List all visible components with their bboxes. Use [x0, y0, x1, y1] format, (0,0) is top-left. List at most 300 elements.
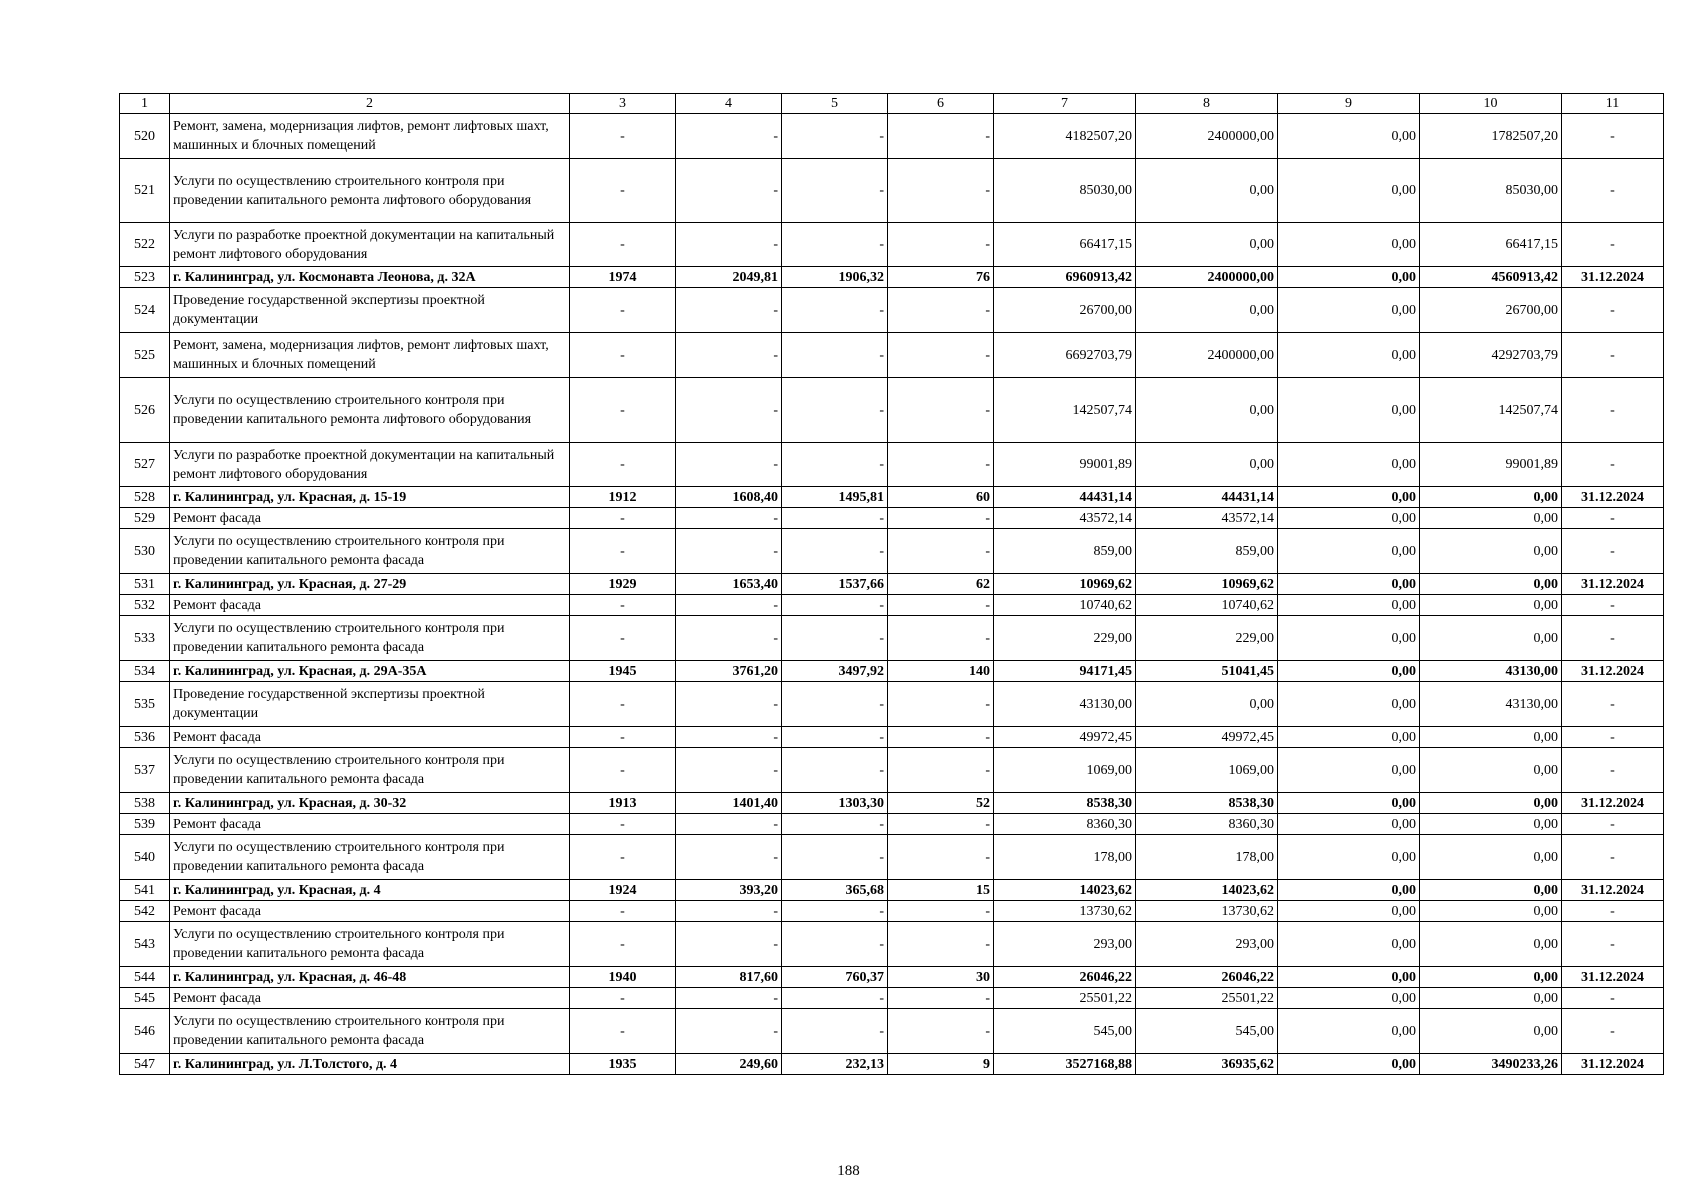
cost-owners-cell: 0,00 — [1420, 901, 1562, 922]
row-number-cell: 537 — [120, 748, 170, 793]
residents-cell: - — [888, 378, 994, 443]
item-name-cell: г. Калининград, ул. Красная, д. 27-29 — [170, 574, 570, 595]
item-name-cell: Услуги по осуществлению строительного контроля при проведении капитального ремонта лифтового оборудования — [170, 378, 570, 443]
area-living-cell: 1303,30 — [782, 793, 888, 814]
cost-other-cell: 0,00 — [1278, 595, 1420, 616]
deadline-cell: - — [1562, 114, 1664, 159]
residents-cell: - — [888, 288, 994, 333]
cost-other-cell: 0,00 — [1278, 574, 1420, 595]
cost-owners-cell: 0,00 — [1420, 487, 1562, 508]
total-cost-cell: 229,00 — [994, 616, 1136, 661]
year-cell: - — [570, 748, 676, 793]
item-name-cell: Ремонт фасада — [170, 508, 570, 529]
row-number-cell: 527 — [120, 443, 170, 487]
area-total-cell: - — [676, 922, 782, 967]
row-number-cell: 523 — [120, 267, 170, 288]
year-cell: - — [570, 529, 676, 574]
cost-fund-cell: 0,00 — [1136, 288, 1278, 333]
table-row — [120, 378, 1664, 443]
row-number-cell: 521 — [120, 159, 170, 223]
cost-other-cell: 0,00 — [1278, 793, 1420, 814]
deadline-cell: - — [1562, 595, 1664, 616]
item-name-cell: Ремонт, замена, модернизация лифтов, ремонт лифтовых шахт, машинных и блочных помещений — [170, 333, 570, 378]
total-cost-cell: 8360,30 — [994, 814, 1136, 835]
area-living-cell: - — [782, 727, 888, 748]
column-header-9: 9 — [1278, 94, 1420, 114]
cost-other-cell: 0,00 — [1278, 529, 1420, 574]
row-number-cell: 522 — [120, 223, 170, 267]
area-total-cell: - — [676, 508, 782, 529]
year-cell: - — [570, 814, 676, 835]
total-cost-cell: 44431,14 — [994, 487, 1136, 508]
row-number-cell: 535 — [120, 682, 170, 727]
table-row — [120, 333, 1664, 378]
deadline-cell: - — [1562, 223, 1664, 267]
cost-other-cell: 0,00 — [1278, 267, 1420, 288]
cost-fund-cell: 0,00 — [1136, 443, 1278, 487]
residents-cell: 140 — [888, 661, 994, 682]
area-living-cell: 3497,92 — [782, 661, 888, 682]
residents-cell: - — [888, 159, 994, 223]
year-cell: - — [570, 223, 676, 267]
area-total-cell: - — [676, 595, 782, 616]
total-cost-cell: 4182507,20 — [994, 114, 1136, 159]
cost-fund-cell: 51041,45 — [1136, 661, 1278, 682]
total-cost-cell: 6960913,42 — [994, 267, 1136, 288]
residents-cell: - — [888, 333, 994, 378]
item-name-cell: Услуги по осуществлению строительного контроля при проведении капитального ремонта фасада — [170, 748, 570, 793]
cost-fund-cell: 2400000,00 — [1136, 267, 1278, 288]
deadline-cell: - — [1562, 727, 1664, 748]
year-cell: - — [570, 727, 676, 748]
deadline-cell: 31.12.2024 — [1562, 574, 1664, 595]
cost-fund-cell: 859,00 — [1136, 529, 1278, 574]
item-name-cell: Проведение государственной экспертизы проектной документации — [170, 682, 570, 727]
cost-owners-cell: 4292703,79 — [1420, 333, 1562, 378]
area-total-cell: - — [676, 159, 782, 223]
area-living-cell: 1906,32 — [782, 267, 888, 288]
residents-cell: - — [888, 901, 994, 922]
area-total-cell: 1653,40 — [676, 574, 782, 595]
table-row — [120, 901, 1664, 922]
residents-cell: - — [888, 529, 994, 574]
cost-fund-cell: 36935,62 — [1136, 1054, 1278, 1075]
cost-fund-cell: 0,00 — [1136, 223, 1278, 267]
residents-cell: 76 — [888, 267, 994, 288]
repair-register-table — [119, 93, 1664, 1075]
cost-other-cell: 0,00 — [1278, 748, 1420, 793]
table-row-address — [120, 267, 1664, 288]
row-number-cell: 529 — [120, 508, 170, 529]
area-total-cell: - — [676, 288, 782, 333]
cost-fund-cell: 2400000,00 — [1136, 114, 1278, 159]
area-total-cell: - — [676, 682, 782, 727]
column-header-6: 6 — [888, 94, 994, 114]
cost-owners-cell: 1782507,20 — [1420, 114, 1562, 159]
deadline-cell: - — [1562, 682, 1664, 727]
table-row — [120, 595, 1664, 616]
year-cell: - — [570, 988, 676, 1009]
document-sheet — [119, 93, 1663, 1075]
cost-owners-cell: 0,00 — [1420, 793, 1562, 814]
residents-cell: - — [888, 988, 994, 1009]
area-living-cell: - — [782, 333, 888, 378]
column-header-7: 7 — [994, 94, 1136, 114]
deadline-cell: - — [1562, 616, 1664, 661]
cost-owners-cell: 0,00 — [1420, 922, 1562, 967]
deadline-cell: 31.12.2024 — [1562, 661, 1664, 682]
item-name-cell: г. Калининград, ул. Красная, д. 29А-35А — [170, 661, 570, 682]
item-name-cell: Услуги по осуществлению строительного контроля при проведении капитального ремонта лифтового оборудования — [170, 159, 570, 223]
area-living-cell: 365,68 — [782, 880, 888, 901]
cost-fund-cell: 178,00 — [1136, 835, 1278, 880]
column-header-10: 10 — [1420, 94, 1562, 114]
column-header-11: 11 — [1562, 94, 1664, 114]
item-name-cell: Ремонт фасада — [170, 814, 570, 835]
item-name-cell: г. Калининград, ул. Красная, д. 30-32 — [170, 793, 570, 814]
table-row — [120, 114, 1664, 159]
total-cost-cell: 10969,62 — [994, 574, 1136, 595]
area-total-cell: - — [676, 443, 782, 487]
cost-owners-cell: 0,00 — [1420, 574, 1562, 595]
item-name-cell: г. Калининград, ул. Красная, д. 15-19 — [170, 487, 570, 508]
table-row — [120, 288, 1664, 333]
deadline-cell: - — [1562, 748, 1664, 793]
area-living-cell: - — [782, 922, 888, 967]
cost-other-cell: 0,00 — [1278, 661, 1420, 682]
total-cost-cell: 545,00 — [994, 1009, 1136, 1054]
item-name-cell: Услуги по осуществлению строительного контроля при проведении капитального ремонта фасада — [170, 835, 570, 880]
cost-other-cell: 0,00 — [1278, 333, 1420, 378]
residents-cell: - — [888, 616, 994, 661]
item-name-cell: Услуги по разработке проектной документации на капитальный ремонт лифтового оборудования — [170, 223, 570, 267]
total-cost-cell: 26046,22 — [994, 967, 1136, 988]
area-total-cell: - — [676, 333, 782, 378]
residents-cell: - — [888, 595, 994, 616]
table-row — [120, 727, 1664, 748]
residents-cell: 15 — [888, 880, 994, 901]
cost-owners-cell: 0,00 — [1420, 529, 1562, 574]
area-living-cell: - — [782, 378, 888, 443]
column-header-1: 1 — [120, 94, 170, 114]
cost-owners-cell: 0,00 — [1420, 967, 1562, 988]
deadline-cell: - — [1562, 1009, 1664, 1054]
residents-cell: 52 — [888, 793, 994, 814]
item-name-cell: Услуги по осуществлению строительного контроля при проведении капитального ремонта фасада — [170, 1009, 570, 1054]
cost-fund-cell: 10969,62 — [1136, 574, 1278, 595]
deadline-cell: 31.12.2024 — [1562, 967, 1664, 988]
cost-other-cell: 0,00 — [1278, 378, 1420, 443]
area-living-cell: - — [782, 443, 888, 487]
cost-owners-cell: 43130,00 — [1420, 661, 1562, 682]
deadline-cell: - — [1562, 835, 1664, 880]
cost-owners-cell: 0,00 — [1420, 988, 1562, 1009]
deadline-cell: - — [1562, 814, 1664, 835]
cost-fund-cell: 2400000,00 — [1136, 333, 1278, 378]
cost-owners-cell: 0,00 — [1420, 727, 1562, 748]
residents-cell: 9 — [888, 1054, 994, 1075]
area-living-cell: - — [782, 288, 888, 333]
cost-other-cell: 0,00 — [1278, 288, 1420, 333]
year-cell: - — [570, 508, 676, 529]
area-total-cell: - — [676, 901, 782, 922]
area-total-cell: 1608,40 — [676, 487, 782, 508]
table-row — [120, 443, 1664, 487]
table-row — [120, 682, 1664, 727]
row-number-cell: 541 — [120, 880, 170, 901]
cost-fund-cell: 293,00 — [1136, 922, 1278, 967]
cost-owners-cell: 4560913,42 — [1420, 267, 1562, 288]
cost-owners-cell: 0,00 — [1420, 508, 1562, 529]
column-header-5: 5 — [782, 94, 888, 114]
row-number-cell: 531 — [120, 574, 170, 595]
residents-cell: - — [888, 835, 994, 880]
total-cost-cell: 26700,00 — [994, 288, 1136, 333]
total-cost-cell: 178,00 — [994, 835, 1136, 880]
residents-cell: - — [888, 814, 994, 835]
area-living-cell: - — [782, 114, 888, 159]
total-cost-cell: 85030,00 — [994, 159, 1136, 223]
area-total-cell: - — [676, 1009, 782, 1054]
row-number-cell: 524 — [120, 288, 170, 333]
cost-other-cell: 0,00 — [1278, 814, 1420, 835]
cost-owners-cell: 0,00 — [1420, 595, 1562, 616]
area-total-cell: 817,60 — [676, 967, 782, 988]
year-cell: - — [570, 333, 676, 378]
residents-cell: 60 — [888, 487, 994, 508]
cost-other-cell: 0,00 — [1278, 1009, 1420, 1054]
area-total-cell: - — [676, 114, 782, 159]
area-total-cell: 2049,81 — [676, 267, 782, 288]
cost-fund-cell: 25501,22 — [1136, 988, 1278, 1009]
residents-cell: - — [888, 223, 994, 267]
cost-owners-cell: 0,00 — [1420, 814, 1562, 835]
item-name-cell: Услуги по осуществлению строительного контроля при проведении капитального ремонта фасада — [170, 922, 570, 967]
cost-other-cell: 0,00 — [1278, 682, 1420, 727]
page-number: 188 — [837, 1163, 860, 1179]
year-cell: - — [570, 1009, 676, 1054]
cost-other-cell: 0,00 — [1278, 967, 1420, 988]
area-total-cell: - — [676, 835, 782, 880]
cost-fund-cell: 545,00 — [1136, 1009, 1278, 1054]
total-cost-cell: 13730,62 — [994, 901, 1136, 922]
year-cell: - — [570, 443, 676, 487]
area-total-cell: - — [676, 529, 782, 574]
year-cell: - — [570, 616, 676, 661]
area-living-cell: 1537,66 — [782, 574, 888, 595]
year-cell: 1929 — [570, 574, 676, 595]
cost-other-cell: 0,00 — [1278, 901, 1420, 922]
cost-owners-cell: 66417,15 — [1420, 223, 1562, 267]
cost-fund-cell: 14023,62 — [1136, 880, 1278, 901]
area-total-cell: - — [676, 748, 782, 793]
area-living-cell: - — [782, 682, 888, 727]
total-cost-cell: 10740,62 — [994, 595, 1136, 616]
cost-other-cell: 0,00 — [1278, 880, 1420, 901]
total-cost-cell: 14023,62 — [994, 880, 1136, 901]
column-header-3: 3 — [570, 94, 676, 114]
area-living-cell: - — [782, 159, 888, 223]
area-living-cell: - — [782, 1009, 888, 1054]
deadline-cell: 31.12.2024 — [1562, 793, 1664, 814]
year-cell: - — [570, 901, 676, 922]
total-cost-cell: 43572,14 — [994, 508, 1136, 529]
item-name-cell: Ремонт фасада — [170, 988, 570, 1009]
cost-owners-cell: 0,00 — [1420, 835, 1562, 880]
area-total-cell: - — [676, 727, 782, 748]
cost-owners-cell: 26700,00 — [1420, 288, 1562, 333]
column-header-4: 4 — [676, 94, 782, 114]
table-row — [120, 814, 1664, 835]
total-cost-cell: 6692703,79 — [994, 333, 1136, 378]
item-name-cell: г. Калининград, ул. Красная, д. 4 — [170, 880, 570, 901]
deadline-cell: - — [1562, 922, 1664, 967]
cost-owners-cell: 85030,00 — [1420, 159, 1562, 223]
item-name-cell: г. Калининград, ул. Л.Толстого, д. 4 — [170, 1054, 570, 1075]
area-living-cell: - — [782, 814, 888, 835]
cost-fund-cell: 10740,62 — [1136, 595, 1278, 616]
table-row — [120, 1009, 1664, 1054]
cost-other-cell: 0,00 — [1278, 616, 1420, 661]
total-cost-cell: 3527168,88 — [994, 1054, 1136, 1075]
area-living-cell: 232,13 — [782, 1054, 888, 1075]
cost-owners-cell: 142507,74 — [1420, 378, 1562, 443]
cost-fund-cell: 26046,22 — [1136, 967, 1278, 988]
cost-fund-cell: 44431,14 — [1136, 487, 1278, 508]
residents-cell: 30 — [888, 967, 994, 988]
item-name-cell: г. Калининград, ул. Красная, д. 46-48 — [170, 967, 570, 988]
total-cost-cell: 66417,15 — [994, 223, 1136, 267]
cost-other-cell: 0,00 — [1278, 922, 1420, 967]
area-living-cell: 1495,81 — [782, 487, 888, 508]
table-row-address — [120, 487, 1664, 508]
item-name-cell: г. Калининград, ул. Космонавта Леонова, д. 32А — [170, 267, 570, 288]
total-cost-cell: 859,00 — [994, 529, 1136, 574]
table-row-address — [120, 661, 1664, 682]
cost-other-cell: 0,00 — [1278, 1054, 1420, 1075]
cost-fund-cell: 43572,14 — [1136, 508, 1278, 529]
year-cell: 1974 — [570, 267, 676, 288]
deadline-cell: 31.12.2024 — [1562, 267, 1664, 288]
year-cell: - — [570, 114, 676, 159]
row-number-cell: 540 — [120, 835, 170, 880]
item-name-cell: Ремонт, замена, модернизация лифтов, ремонт лифтовых шахт, машинных и блочных помещений — [170, 114, 570, 159]
total-cost-cell: 1069,00 — [994, 748, 1136, 793]
residents-cell: - — [888, 922, 994, 967]
deadline-cell: - — [1562, 333, 1664, 378]
item-name-cell: Ремонт фасада — [170, 595, 570, 616]
cost-fund-cell: 0,00 — [1136, 378, 1278, 443]
total-cost-cell: 293,00 — [994, 922, 1136, 967]
deadline-cell: 31.12.2024 — [1562, 1054, 1664, 1075]
cost-other-cell: 0,00 — [1278, 159, 1420, 223]
item-name-cell: Услуги по осуществлению строительного контроля при проведении капитального ремонта фасада — [170, 529, 570, 574]
year-cell: 1912 — [570, 487, 676, 508]
deadline-cell: - — [1562, 901, 1664, 922]
area-living-cell: - — [782, 223, 888, 267]
area-living-cell: 760,37 — [782, 967, 888, 988]
area-living-cell: - — [782, 988, 888, 1009]
cost-fund-cell: 13730,62 — [1136, 901, 1278, 922]
area-total-cell: 393,20 — [676, 880, 782, 901]
row-number-cell: 543 — [120, 922, 170, 967]
cost-owners-cell: 0,00 — [1420, 1009, 1562, 1054]
table-row-address — [120, 880, 1664, 901]
year-cell: 1924 — [570, 880, 676, 901]
cost-other-cell: 0,00 — [1278, 487, 1420, 508]
area-total-cell: - — [676, 616, 782, 661]
cost-owners-cell: 0,00 — [1420, 748, 1562, 793]
table-row-address — [120, 574, 1664, 595]
total-cost-cell: 25501,22 — [994, 988, 1136, 1009]
table-row — [120, 508, 1664, 529]
area-living-cell: - — [782, 529, 888, 574]
item-name-cell: Услуги по осуществлению строительного контроля при проведении капитального ремонта фасада — [170, 616, 570, 661]
cost-owners-cell: 99001,89 — [1420, 443, 1562, 487]
cost-fund-cell: 0,00 — [1136, 159, 1278, 223]
cost-fund-cell: 8538,30 — [1136, 793, 1278, 814]
row-number-cell: 544 — [120, 967, 170, 988]
row-number-cell: 538 — [120, 793, 170, 814]
cost-other-cell: 0,00 — [1278, 508, 1420, 529]
table-row — [120, 835, 1664, 880]
deadline-cell: - — [1562, 159, 1664, 223]
row-number-cell: 546 — [120, 1009, 170, 1054]
cost-fund-cell: 1069,00 — [1136, 748, 1278, 793]
table-row-address — [120, 1054, 1664, 1075]
cost-fund-cell: 0,00 — [1136, 682, 1278, 727]
table-row — [120, 988, 1664, 1009]
residents-cell: - — [888, 727, 994, 748]
cost-other-cell: 0,00 — [1278, 727, 1420, 748]
residents-cell: - — [888, 1009, 994, 1054]
year-cell: - — [570, 595, 676, 616]
area-living-cell: - — [782, 508, 888, 529]
cost-owners-cell: 3490233,26 — [1420, 1054, 1562, 1075]
year-cell: - — [570, 378, 676, 443]
year-cell: 1940 — [570, 967, 676, 988]
residents-cell: - — [888, 114, 994, 159]
deadline-cell: - — [1562, 378, 1664, 443]
cost-owners-cell: 0,00 — [1420, 880, 1562, 901]
table-row — [120, 223, 1664, 267]
area-living-cell: - — [782, 616, 888, 661]
row-number-cell: 545 — [120, 988, 170, 1009]
table-row — [120, 159, 1664, 223]
row-number-cell: 547 — [120, 1054, 170, 1075]
residents-cell: - — [888, 508, 994, 529]
deadline-cell: - — [1562, 529, 1664, 574]
year-cell: 1935 — [570, 1054, 676, 1075]
column-header-2: 2 — [170, 94, 570, 114]
deadline-cell: - — [1562, 443, 1664, 487]
cost-fund-cell: 8360,30 — [1136, 814, 1278, 835]
item-name-cell: Услуги по разработке проектной документации на капитальный ремонт лифтового оборудования — [170, 443, 570, 487]
residents-cell: - — [888, 748, 994, 793]
deadline-cell: - — [1562, 508, 1664, 529]
column-number-header — [120, 94, 1664, 114]
year-cell: 1945 — [570, 661, 676, 682]
total-cost-cell: 49972,45 — [994, 727, 1136, 748]
deadline-cell: - — [1562, 988, 1664, 1009]
table-row — [120, 529, 1664, 574]
residents-cell: - — [888, 443, 994, 487]
total-cost-cell: 99001,89 — [994, 443, 1136, 487]
total-cost-cell: 142507,74 — [994, 378, 1136, 443]
row-number-cell: 525 — [120, 333, 170, 378]
total-cost-cell: 94171,45 — [994, 661, 1136, 682]
row-number-cell: 528 — [120, 487, 170, 508]
